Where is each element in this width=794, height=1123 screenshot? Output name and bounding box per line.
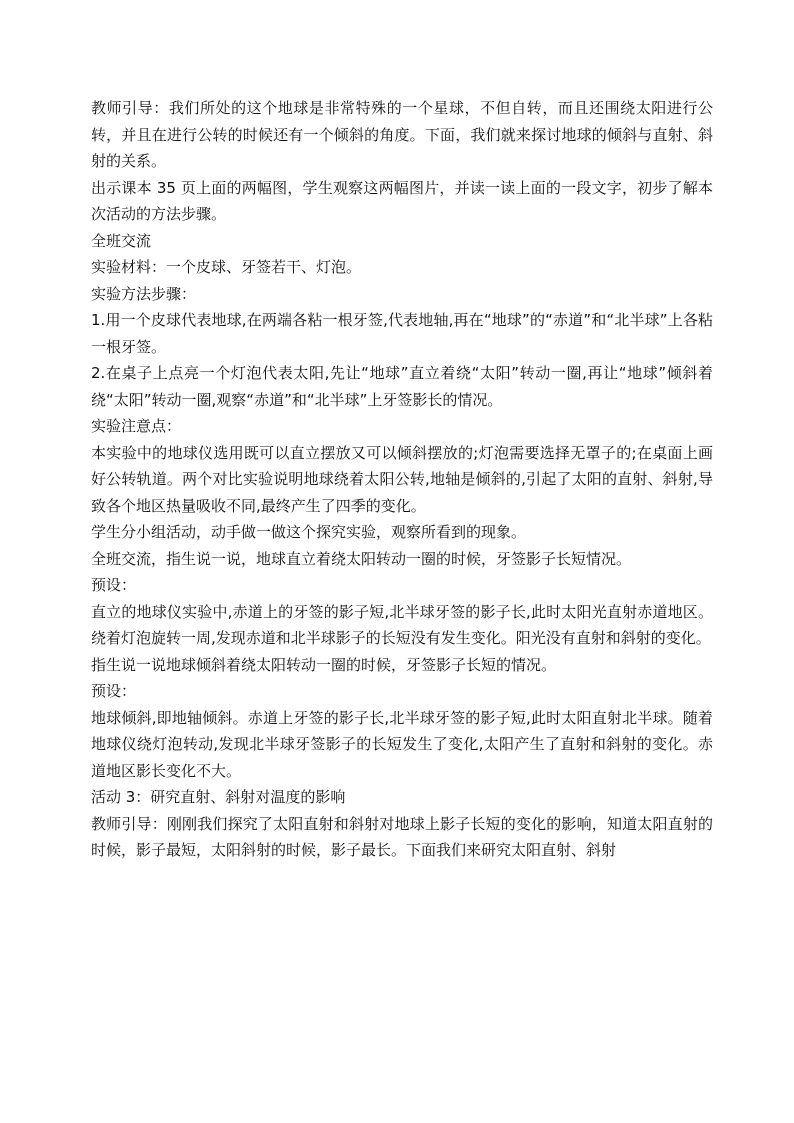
paragraph-upright-result: 直立的地球仪实验中,赤道上的牙签的影子短,北半球牙签的影子长,此时太阳光直射赤道地区。绕着灯泡旋转一周,发现赤道和北半球影子的长短没有发生变化。阳光没有直射和斜射的变化。: [91, 602, 713, 647]
paragraph-notes: 本实验中的地球仪选用既可以直立摆放又可以倾斜摆放的;灯泡需要选择无罩子的;在桌面上画好公转轨道。两个对比实验说明地球绕着太阳公转,地轴是倾斜的,引起了太阳的直射、斜射,导致各个地区热量吸收不同,最终产生了四季的变化。: [91, 443, 713, 515]
paragraph-steps-heading: 实验方法步骤：: [91, 284, 197, 303]
paragraph-notes-heading: 实验注意点：: [91, 417, 182, 435]
paragraph-group-activity: 学生分小组活动，动手做一做这个探究实验，观察所看到的现象。: [91, 523, 527, 541]
paragraph-activity-3-heading: 活动 3：研究直射、斜射对温度的影响: [91, 788, 346, 806]
paragraph-show-textbook: 出示课本 35 页上面的两幅图，学生观察这两幅图片，并读一读上面的一段文字，初步了解本次活动的方法步骤。: [91, 178, 713, 223]
paragraph-preset-1: 预设：: [91, 576, 137, 594]
paragraph-step-1: 1.用一个皮球代表地球,在两端各粘一根牙签,代表地轴,再在“地球”的“赤道”和“北半球”上各粘一根牙签。: [91, 311, 713, 356]
paragraph-preset-2: 预设：: [91, 682, 137, 700]
paragraph-class-discussion: 全班交流: [91, 231, 152, 250]
paragraph-tilted-discussion: 指生说一说地球倾斜着绕太阳转动一圈的时候，牙签影子长短的情况。: [91, 655, 557, 674]
paragraph-teacher-intro: 教师引导：我们所处的这个地球是非常特殊的一个星球，不但自转，而且还围绕太阳进行公转，并且在进行公转的时候还有一个倾斜的角度。下面，我们就来探讨地球的倾斜与直射、斜射的关系。: [91, 99, 713, 170]
paragraph-tilted-result: 地球倾斜,即地轴倾斜。赤道上牙签的影子长,北半球牙签的影子短,此时太阳直射北半球。随着地球仪绕灯泡转动,发现北半球牙签影子的长短发生了变化,太阳产生了直射和斜射的变化。赤道地区影长变化不大。: [91, 708, 713, 780]
document-body: [91, 95, 713, 864]
paragraph-teacher-guide-2: 教师引导：刚刚我们探究了太阳直射和斜射对地球上影子长短的变化的影响，知道太阳直射的时候，影子最短，太阳斜射的时候，影子最长。下面我们来研究太阳直射、斜射: [91, 814, 713, 859]
paragraph-upright-discussion: 全班交流，指生说一说，地球直立着绕太阳转动一圈的时候，牙签影子长短情况。: [91, 549, 632, 568]
paragraph-step-2: 2.在桌子上点亮一个灯泡代表太阳,先让“地球”直立着绕“太阳”转动一圈,再让“地球”倾斜着绕“太阳”转动一圈,观察“赤道”和“北半球”上牙签影长的情况。: [91, 364, 713, 409]
paragraph-materials: 实验材料：一个皮球、牙签若干、灯泡。: [91, 258, 362, 276]
